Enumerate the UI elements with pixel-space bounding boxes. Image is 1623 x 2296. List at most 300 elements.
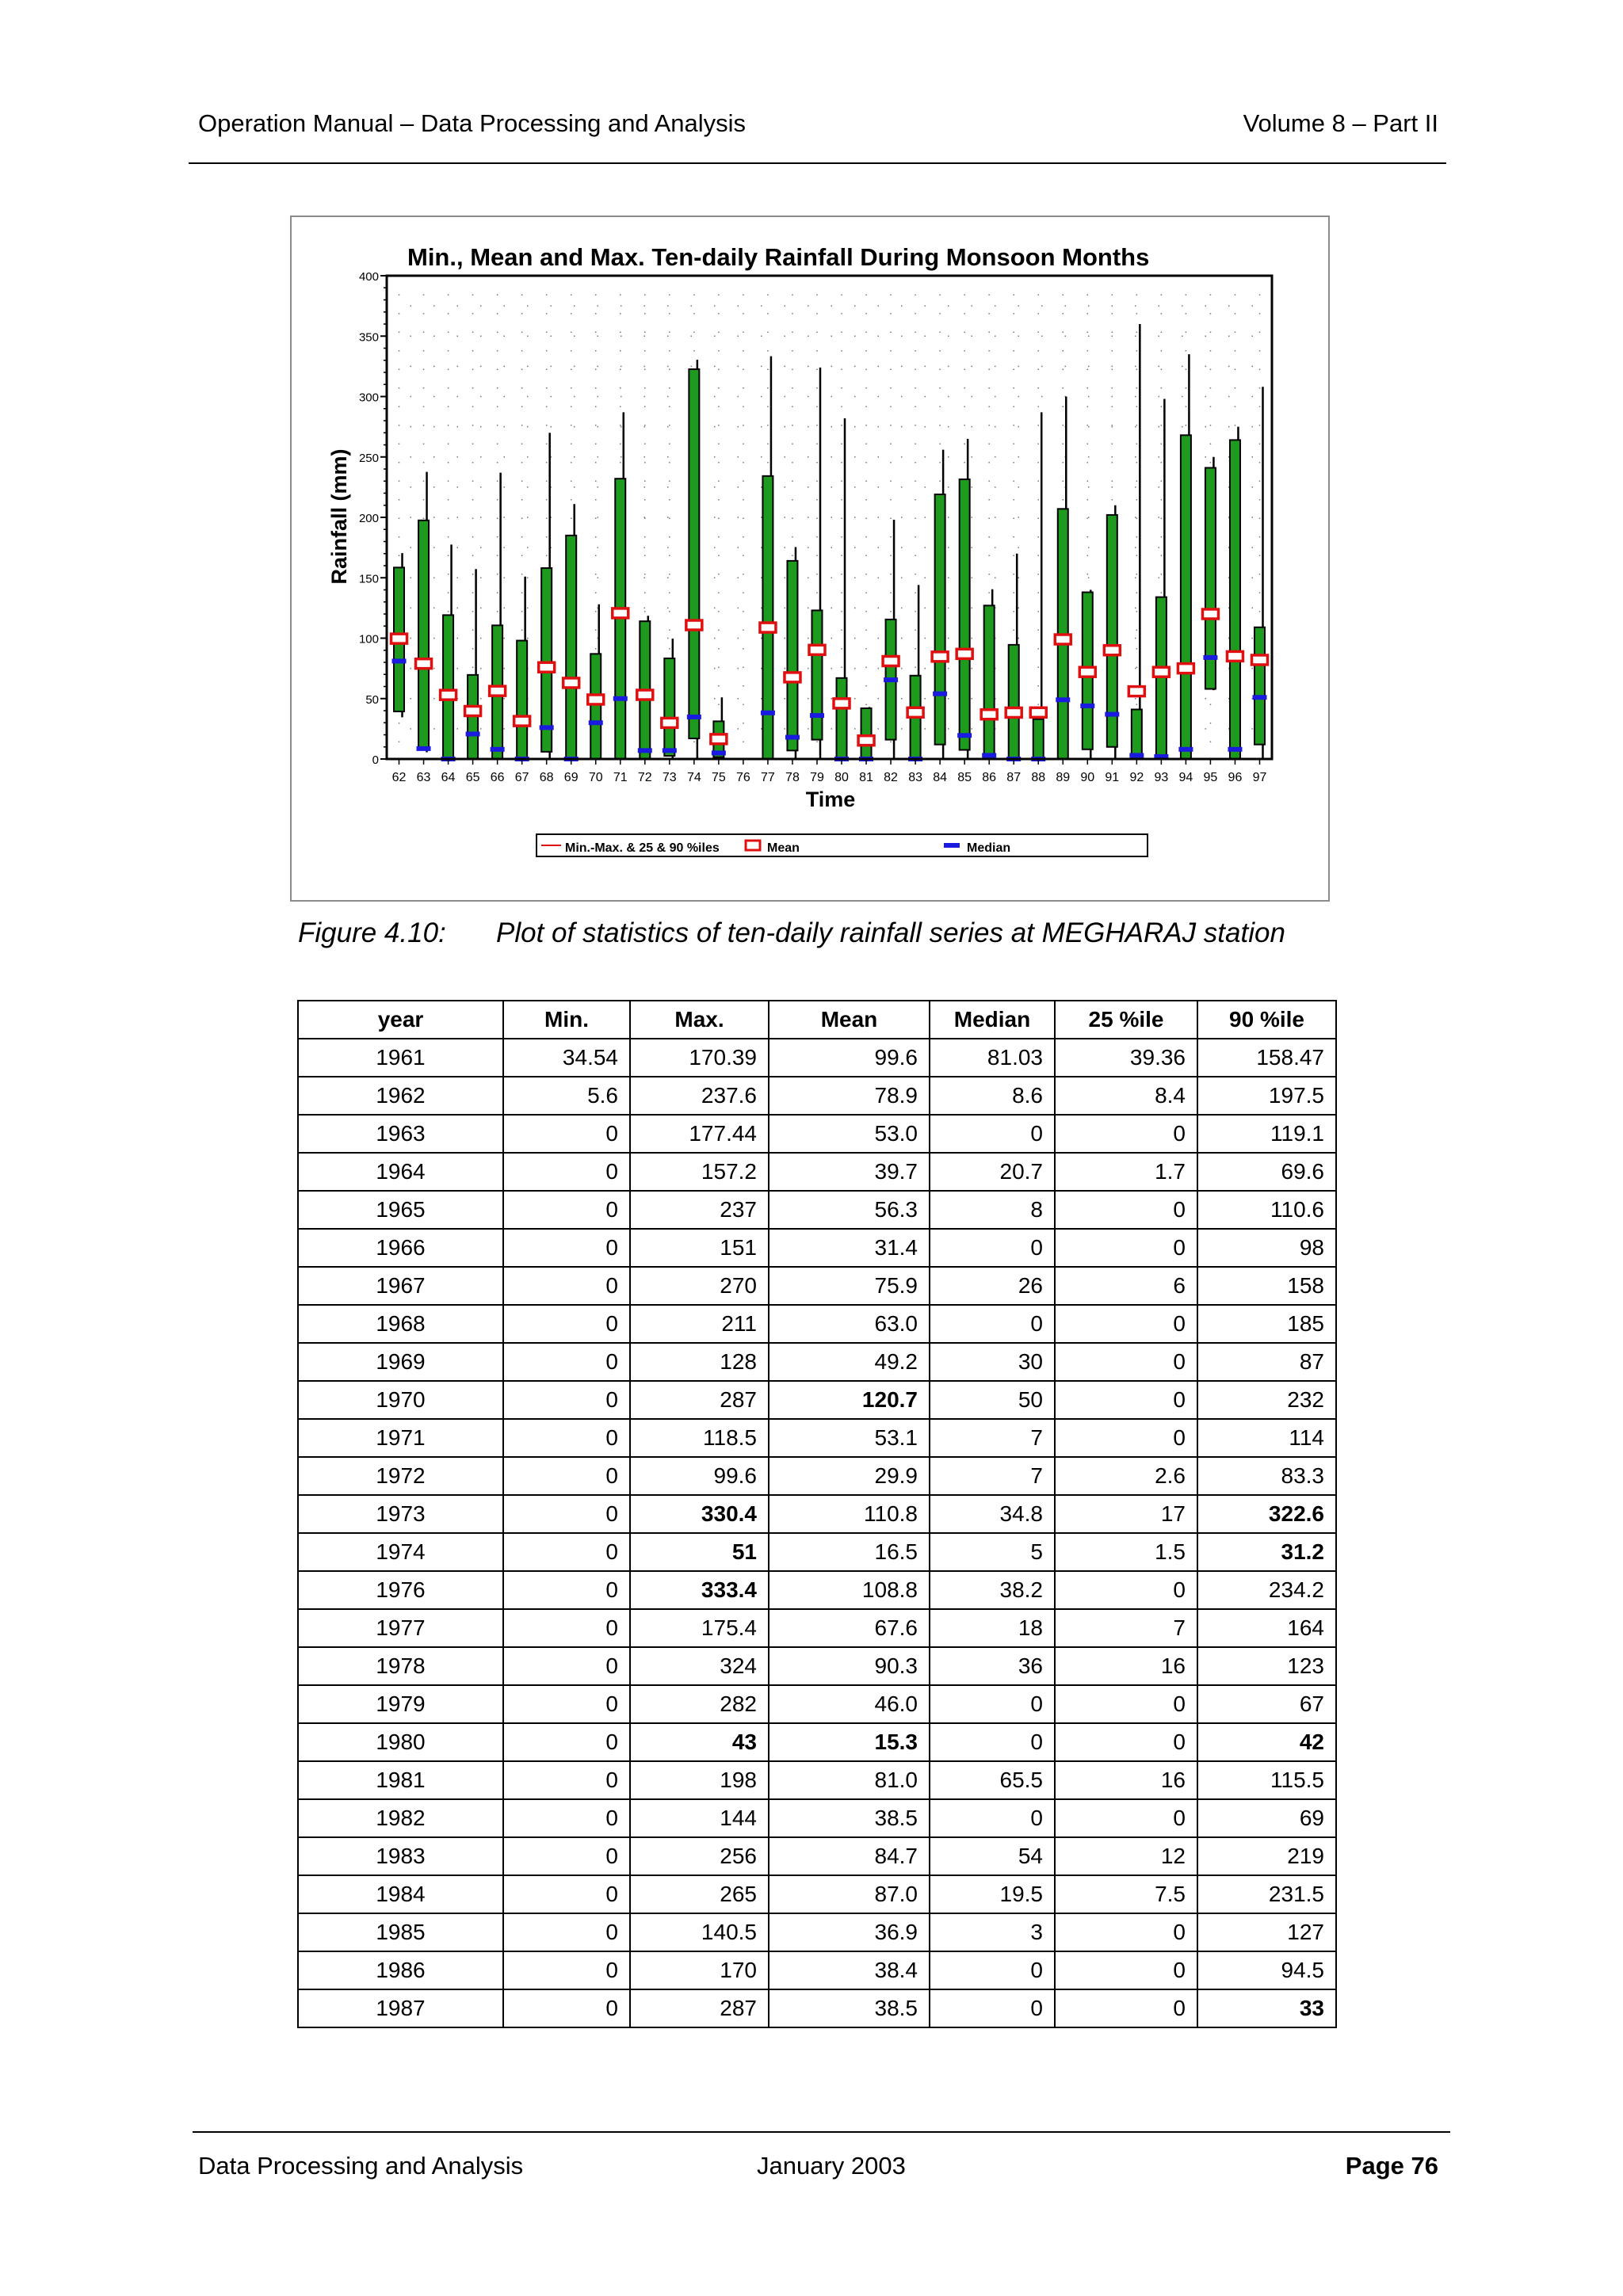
table-cell: 51: [630, 1533, 769, 1571]
chart-x-axis-label: Time: [805, 788, 856, 811]
median-marker: [1178, 747, 1193, 752]
table-cell: 1973: [298, 1495, 503, 1533]
table-row: [298, 1723, 1336, 1761]
table-cell: 237.6: [630, 1077, 769, 1115]
table-cell: 53.1: [769, 1419, 930, 1457]
box-25-90-percentile: [1254, 627, 1265, 745]
x-tick-label: 77: [761, 771, 775, 784]
statistics-table: [297, 1000, 1337, 2028]
mean-marker: [1251, 655, 1267, 665]
table-cell: 0: [1055, 1229, 1197, 1267]
x-tick-label: 76: [736, 771, 750, 784]
x-tick-label: 88: [1031, 771, 1046, 784]
median-marker: [785, 735, 800, 740]
x-tick-label: 85: [957, 771, 972, 784]
column-header: Mean: [769, 1001, 930, 1039]
table-cell: 8.6: [930, 1077, 1055, 1115]
table-cell: 5.6: [503, 1077, 630, 1115]
table-cell: 164: [1197, 1609, 1336, 1647]
box-25-90-percentile: [590, 654, 601, 759]
table-cell: 1.5: [1055, 1533, 1197, 1571]
table-cell: 0: [1055, 1913, 1197, 1951]
box-25-90-percentile: [689, 369, 699, 738]
column-header: 25 %ile: [1055, 1001, 1197, 1039]
table-cell: 19.5: [930, 1875, 1055, 1913]
table-cell: 78.9: [769, 1077, 930, 1115]
table-cell: 0: [503, 1913, 630, 1951]
table-cell: 0: [1055, 1951, 1197, 1989]
table-cell: 198: [630, 1761, 769, 1799]
table-cell: 322.6: [1197, 1495, 1336, 1533]
column-header: year: [298, 1001, 503, 1039]
table-cell: 1984: [298, 1875, 503, 1913]
table-cell: 1.7: [1055, 1153, 1197, 1191]
x-tick-label: 91: [1105, 771, 1120, 784]
table-cell: 333.4: [630, 1571, 769, 1609]
x-tick-label: 65: [465, 771, 480, 784]
table-cell: 170.39: [630, 1039, 769, 1077]
table-cell: 16: [1055, 1761, 1197, 1799]
median-marker: [687, 715, 701, 719]
table-cell: 0: [1055, 1723, 1197, 1761]
table-cell: 115.5: [1197, 1761, 1336, 1799]
median-marker: [1129, 753, 1144, 757]
table-cell: 0: [503, 1343, 630, 1381]
table-cell: 5: [930, 1533, 1055, 1571]
table-cell: 0: [930, 1723, 1055, 1761]
y-tick-label: 50: [365, 692, 379, 707]
table-cell: 0: [930, 1951, 1055, 1989]
chart-y-axis-label: Rainfall (mm): [327, 448, 351, 585]
table-cell: 177.44: [630, 1115, 769, 1153]
table-cell: 99.6: [630, 1457, 769, 1495]
mean-marker: [883, 656, 899, 666]
table-cell: 1961: [298, 1039, 503, 1077]
table-cell: 1969: [298, 1343, 503, 1381]
y-tick-label: 300: [358, 391, 379, 405]
table-cell: 7: [1055, 1609, 1197, 1647]
table-cell: 157.2: [630, 1153, 769, 1191]
y-tick-label: 250: [358, 451, 379, 465]
box-25-90-percentile: [984, 605, 995, 759]
footer-center: January 2003: [757, 2152, 906, 2180]
table-row: [298, 1989, 1336, 2027]
table-cell: 170: [630, 1951, 769, 1989]
mean-marker: [760, 623, 776, 632]
table-cell: 75.9: [769, 1267, 930, 1305]
table-cell: 38.5: [769, 1989, 930, 2027]
box-25-90-percentile: [1033, 719, 1044, 759]
table-cell: 34.8: [930, 1495, 1055, 1533]
table-cell: 0: [503, 1305, 630, 1343]
box-25-90-percentile: [443, 615, 453, 759]
table-cell: 7: [930, 1457, 1055, 1495]
mean-marker: [834, 699, 850, 708]
table-cell: 20.7: [930, 1153, 1055, 1191]
table-cell: 0: [1055, 1115, 1197, 1153]
table-cell: 0: [503, 1571, 630, 1609]
table-cell: 39.36: [1055, 1039, 1197, 1077]
median-marker: [540, 725, 554, 730]
x-tick-label: 84: [933, 771, 948, 784]
table-cell: 120.7: [769, 1381, 930, 1419]
table-cell: 90.3: [769, 1647, 930, 1685]
median-marker: [810, 713, 824, 718]
x-tick-label: 66: [490, 771, 505, 784]
legend-median-swatch: [944, 843, 960, 848]
table-cell: 0: [930, 1685, 1055, 1723]
mean-marker: [391, 634, 407, 643]
table-header-row: [298, 1001, 1336, 1039]
mean-marker: [441, 690, 456, 700]
x-tick-label: 71: [613, 771, 628, 784]
figure-caption-text: Plot of statistics of ten-daily rainfall series at MEGHARAJ station: [496, 917, 1285, 948]
table-row: [298, 1799, 1336, 1837]
box-25-90-percentile: [517, 641, 527, 759]
table-cell: 0: [1055, 1989, 1197, 2027]
table-cell: 123: [1197, 1647, 1336, 1685]
table-cell: 0: [503, 1381, 630, 1419]
table-cell: 1968: [298, 1305, 503, 1343]
table-row: [298, 1039, 1336, 1077]
table-cell: 1980: [298, 1723, 503, 1761]
box-25-90-percentile: [935, 494, 945, 745]
mean-marker: [932, 652, 948, 662]
x-tick-label: 86: [982, 771, 997, 784]
table-cell: 0: [930, 1305, 1055, 1343]
table-cell: 0: [930, 1115, 1055, 1153]
table-body: [298, 1039, 1336, 2027]
box-25-90-percentile: [861, 708, 872, 759]
median-marker: [417, 746, 431, 751]
figure-caption: [298, 917, 1285, 949]
chart-legend: [537, 834, 1148, 856]
table-cell: 29.9: [769, 1457, 930, 1495]
median-marker: [1252, 695, 1266, 700]
y-tick-label: 0: [372, 753, 379, 767]
mean-marker: [1055, 635, 1071, 644]
mean-marker: [1178, 664, 1193, 673]
table-row: [298, 1951, 1336, 1989]
median-marker: [1203, 655, 1217, 660]
table-cell: 83.3: [1197, 1457, 1336, 1495]
median-marker: [491, 747, 505, 752]
median-marker: [957, 733, 972, 738]
table-row: [298, 1381, 1336, 1419]
table-cell: 1976: [298, 1571, 503, 1609]
median-marker: [638, 748, 652, 753]
mean-marker: [1104, 646, 1120, 655]
table-cell: 1986: [298, 1951, 503, 1989]
footer-right: Page 76: [1345, 2152, 1438, 2180]
table-cell: 1977: [298, 1609, 503, 1647]
table-cell: 0: [503, 1609, 630, 1647]
x-tick-label: 92: [1129, 771, 1144, 784]
table-cell: 8.4: [1055, 1077, 1197, 1115]
x-tick-label: 80: [834, 771, 849, 784]
table-cell: 8: [930, 1191, 1055, 1229]
mean-marker: [613, 608, 628, 618]
box-25-90-percentile: [418, 521, 429, 749]
table-cell: 3: [930, 1913, 1055, 1951]
table-cell: 287: [630, 1381, 769, 1419]
legend-median-label: Median: [967, 841, 1011, 855]
box-25-90-percentile: [566, 536, 576, 759]
table-cell: 36.9: [769, 1913, 930, 1951]
table-cell: 63.0: [769, 1305, 930, 1343]
footer-left: Data Processing and Analysis: [198, 2152, 524, 2180]
table-row: [298, 1457, 1336, 1495]
table-cell: 31.2: [1197, 1533, 1336, 1571]
box-25-90-percentile: [787, 561, 797, 750]
table-cell: 38.2: [930, 1571, 1055, 1609]
table-cell: 17: [1055, 1495, 1197, 1533]
x-tick-label: 73: [662, 771, 677, 784]
table-cell: 98: [1197, 1229, 1336, 1267]
mean-marker: [416, 659, 432, 669]
table-cell: 1979: [298, 1685, 503, 1723]
table-cell: 16: [1055, 1647, 1197, 1685]
median-marker: [613, 696, 628, 701]
table-cell: 43: [630, 1723, 769, 1761]
median-marker: [982, 753, 996, 757]
mean-marker: [907, 707, 923, 717]
mean-marker: [490, 686, 506, 696]
table-cell: 38.4: [769, 1951, 930, 1989]
table-row: [298, 1115, 1336, 1153]
table-cell: 34.54: [503, 1039, 630, 1077]
table-cell: 119.1: [1197, 1115, 1336, 1153]
table-row: [298, 1761, 1336, 1799]
table-cell: 158: [1197, 1267, 1336, 1305]
median-marker: [884, 677, 898, 682]
table-cell: 0: [503, 1647, 630, 1685]
median-marker: [712, 750, 726, 755]
table-row: [298, 1609, 1336, 1647]
table-cell: 67.6: [769, 1609, 930, 1647]
table-cell: 0: [503, 1267, 630, 1305]
table-cell: 0: [503, 1723, 630, 1761]
table-cell: 110.6: [1197, 1191, 1336, 1229]
table-cell: 0: [1055, 1191, 1197, 1229]
table-cell: 81.03: [930, 1039, 1055, 1077]
x-tick-label: 93: [1154, 771, 1169, 784]
table-cell: 211: [630, 1305, 769, 1343]
table-cell: 219: [1197, 1837, 1336, 1875]
box-25-90-percentile: [960, 479, 970, 750]
table-cell: 36: [930, 1647, 1055, 1685]
table-cell: 287: [630, 1989, 769, 2027]
median-marker: [1080, 704, 1094, 708]
mean-marker: [1202, 609, 1218, 619]
mean-marker: [637, 690, 653, 700]
table-cell: 1981: [298, 1761, 503, 1799]
table-row: [298, 1077, 1336, 1115]
table-cell: 6: [1055, 1267, 1197, 1305]
table-cell: 0: [503, 1229, 630, 1267]
table-cell: 81.0: [769, 1761, 930, 1799]
table-cell: 151: [630, 1229, 769, 1267]
table-cell: 0: [503, 1875, 630, 1913]
table-row: [298, 1837, 1336, 1875]
table-cell: 185: [1197, 1305, 1336, 1343]
column-header: Max.: [630, 1001, 769, 1039]
box-25-90-percentile: [1009, 645, 1019, 759]
table-cell: 0: [503, 1685, 630, 1723]
x-tick-label: 70: [588, 771, 603, 784]
table-cell: 1971: [298, 1419, 503, 1457]
rainfall-boxplot-chart: [292, 217, 1328, 900]
box-25-90-percentile: [1230, 440, 1240, 759]
table-cell: 2.6: [1055, 1457, 1197, 1495]
table-cell: 0: [503, 1761, 630, 1799]
x-tick-label: 79: [810, 771, 824, 784]
table-cell: 87: [1197, 1343, 1336, 1381]
x-tick-label: 94: [1178, 771, 1193, 784]
x-tick-label: 78: [785, 771, 800, 784]
table-cell: 0: [503, 1837, 630, 1875]
table-row: [298, 1571, 1336, 1609]
table-cell: 197.5: [1197, 1077, 1336, 1115]
table-cell: 0: [503, 1799, 630, 1837]
table-cell: 118.5: [630, 1419, 769, 1457]
mean-marker: [957, 649, 972, 658]
table-cell: 175.4: [630, 1609, 769, 1647]
x-tick-label: 89: [1056, 771, 1071, 784]
mean-marker: [981, 710, 997, 719]
table-cell: 1985: [298, 1913, 503, 1951]
median-marker: [761, 711, 775, 715]
table-row: [298, 1533, 1336, 1571]
median-marker: [1228, 747, 1242, 752]
median-marker: [392, 658, 407, 663]
table-cell: 0: [930, 1229, 1055, 1267]
legend-range-label: Min.-Max. & 25 & 90 %iles: [565, 841, 720, 855]
table-cell: 1978: [298, 1647, 503, 1685]
x-tick-label: 72: [637, 771, 652, 784]
mean-marker: [1006, 707, 1022, 717]
table-cell: 114: [1197, 1419, 1336, 1457]
table-cell: 15.3: [769, 1723, 930, 1761]
x-tick-label: 62: [391, 771, 407, 784]
table-cell: 1972: [298, 1457, 503, 1495]
mean-marker: [686, 620, 702, 630]
header-left: Operation Manual – Data Processing and Analysis: [198, 109, 747, 137]
table-cell: 0: [1055, 1305, 1197, 1343]
table-cell: 1963: [298, 1115, 503, 1153]
mean-marker: [809, 645, 825, 654]
table-row: [298, 1305, 1336, 1343]
table-cell: 50: [930, 1381, 1055, 1419]
x-tick-label: 82: [884, 771, 898, 784]
table-cell: 26: [930, 1267, 1055, 1305]
median-marker: [1056, 697, 1070, 702]
table-cell: 234.2: [1197, 1571, 1336, 1609]
table-cell: 94.5: [1197, 1951, 1336, 1989]
x-tick-label: 96: [1228, 771, 1243, 784]
table-cell: 0: [503, 1191, 630, 1229]
table-cell: 0: [930, 1989, 1055, 2027]
mean-marker: [1153, 667, 1169, 677]
table-cell: 0: [503, 1533, 630, 1571]
table-cell: 42: [1197, 1723, 1336, 1761]
median-marker: [1105, 712, 1119, 717]
table-cell: 1964: [298, 1153, 503, 1191]
median-marker: [589, 720, 603, 725]
table-cell: 232: [1197, 1381, 1336, 1419]
legend-mean-label: Mean: [767, 841, 800, 855]
x-tick-label: 83: [908, 771, 922, 784]
mean-marker: [1227, 651, 1243, 661]
table-cell: 65.5: [930, 1761, 1055, 1799]
table-cell: 46.0: [769, 1685, 930, 1723]
table-cell: 69.6: [1197, 1153, 1336, 1191]
x-tick-label: 97: [1252, 771, 1267, 784]
table-cell: 1966: [298, 1229, 503, 1267]
table-cell: 1967: [298, 1267, 503, 1305]
table-cell: 1983: [298, 1837, 503, 1875]
mean-marker: [539, 662, 555, 672]
table-cell: 1965: [298, 1191, 503, 1229]
table-cell: 0: [1055, 1419, 1197, 1457]
legend-mean-swatch: [746, 841, 760, 850]
table-cell: 0: [1055, 1571, 1197, 1609]
table-row: [298, 1191, 1336, 1229]
median-marker: [466, 731, 480, 736]
table-cell: 87.0: [769, 1875, 930, 1913]
table-cell: 127: [1197, 1913, 1336, 1951]
x-tick-label: 64: [441, 771, 456, 784]
y-tick-label: 400: [358, 270, 379, 284]
table-row: [298, 1685, 1336, 1723]
table-cell: 1970: [298, 1381, 503, 1419]
mean-marker: [588, 695, 604, 704]
box-25-90-percentile: [1181, 435, 1191, 759]
x-tick-label: 81: [859, 771, 873, 784]
box-25-90-percentile: [1132, 709, 1142, 759]
table-cell: 270: [630, 1267, 769, 1305]
table-cell: 108.8: [769, 1571, 930, 1609]
table-cell: 1982: [298, 1799, 503, 1837]
mean-marker: [514, 716, 530, 726]
box-25-90-percentile: [812, 610, 822, 739]
table-cell: 0: [930, 1799, 1055, 1837]
table-cell: 16.5: [769, 1533, 930, 1571]
x-tick-label: 75: [711, 771, 726, 784]
table-cell: 0: [503, 1115, 630, 1153]
table-row: [298, 1343, 1336, 1381]
x-tick-label: 95: [1203, 771, 1218, 784]
y-tick-label: 350: [358, 330, 379, 345]
mean-marker: [563, 678, 579, 688]
median-marker: [663, 748, 677, 753]
table-cell: 256: [630, 1837, 769, 1875]
table-row: [298, 1153, 1336, 1191]
table-cell: 1987: [298, 1989, 503, 2027]
mean-marker: [1079, 667, 1095, 677]
table-cell: 7.5: [1055, 1875, 1197, 1913]
figure-caption-number: Figure 4.10:: [298, 917, 446, 948]
table-cell: 0: [503, 1989, 630, 2027]
column-header: Median: [930, 1001, 1055, 1039]
table-cell: 0: [1055, 1799, 1197, 1837]
table-row: [298, 1913, 1336, 1951]
mean-marker: [711, 734, 727, 744]
table-cell: 30: [930, 1343, 1055, 1381]
table-cell: 49.2: [769, 1343, 930, 1381]
table-cell: 31.4: [769, 1229, 930, 1267]
mean-marker: [1128, 687, 1144, 696]
